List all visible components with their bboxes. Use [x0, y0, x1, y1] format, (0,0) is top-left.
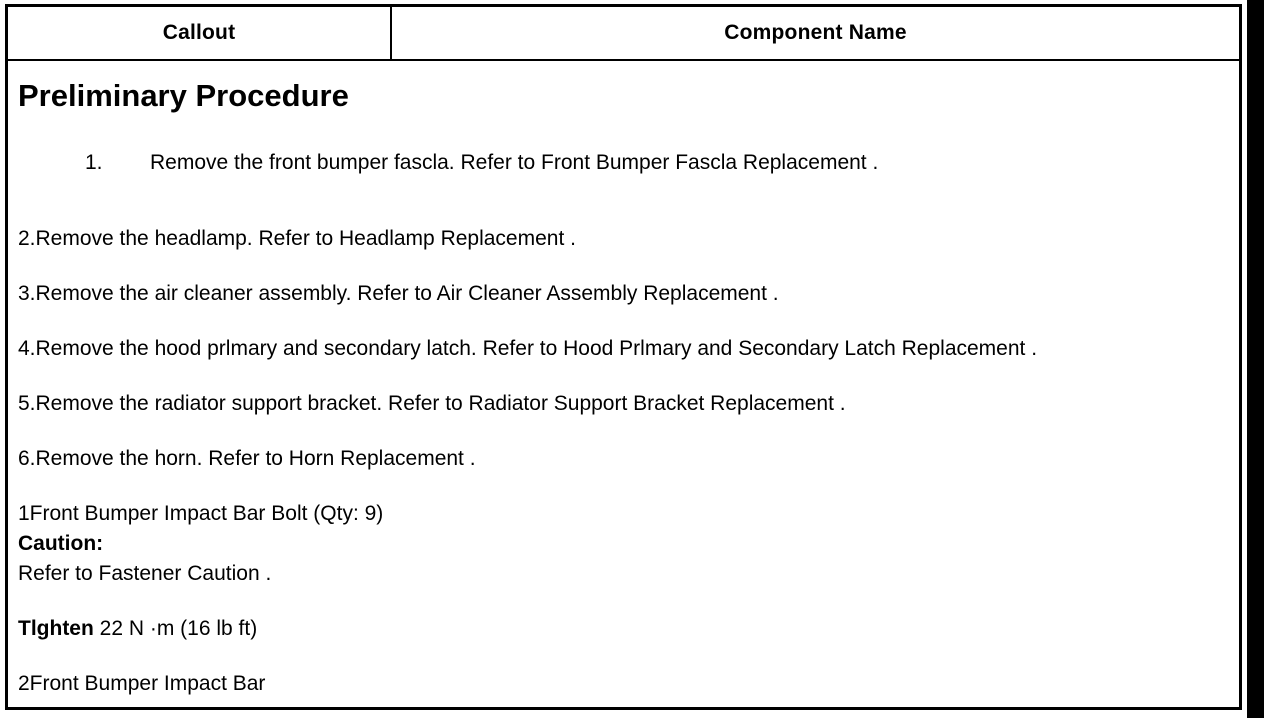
- right-edge-bar: [1247, 0, 1264, 718]
- header-component-name: Component Name: [724, 21, 907, 44]
- header-callout: Callout: [8, 7, 392, 59]
- table-header-row: [8, 7, 1239, 61]
- tighten-label: Tlghten: [18, 617, 94, 640]
- component-item-2: 2Front Bumper Impact Bar: [18, 672, 266, 695]
- table-body: [8, 61, 1239, 707]
- step-4: 4.Remove the hood prlmary and secondary latch. Refer to Hood Prlmary and Secondary Latch Replacement .: [18, 337, 1038, 360]
- caution-label: Caution:: [18, 532, 104, 555]
- step-2: 2.Remove the headlamp. Refer to Headlamp Replacement .: [18, 227, 576, 250]
- procedure-table: [5, 4, 1242, 710]
- section-title: Preliminary Procedure: [18, 78, 349, 113]
- tighten-spec: [18, 617, 257, 641]
- component-item-1: 1Front Bumper Impact Bar Bolt (Qty: 9): [18, 502, 384, 525]
- step-1-text: Remove the front bumper fascla. Refer to Front Bumper Fascla Replacement .: [150, 151, 879, 174]
- step-6: 6.Remove the horn. Refer to Horn Replacement .: [18, 447, 476, 470]
- step-1-number: 1.: [85, 151, 103, 174]
- step-5: 5.Remove the radiator support bracket. Refer to Radiator Support Bracket Replacement .: [18, 392, 846, 415]
- tighten-value: 22 N ·m (16 lb ft): [93, 617, 258, 640]
- step-3: 3.Remove the air cleaner assembly. Refer to Air Cleaner Assembly Replacement .: [18, 282, 779, 305]
- caution-text: Refer to Fastener Caution .: [18, 562, 272, 585]
